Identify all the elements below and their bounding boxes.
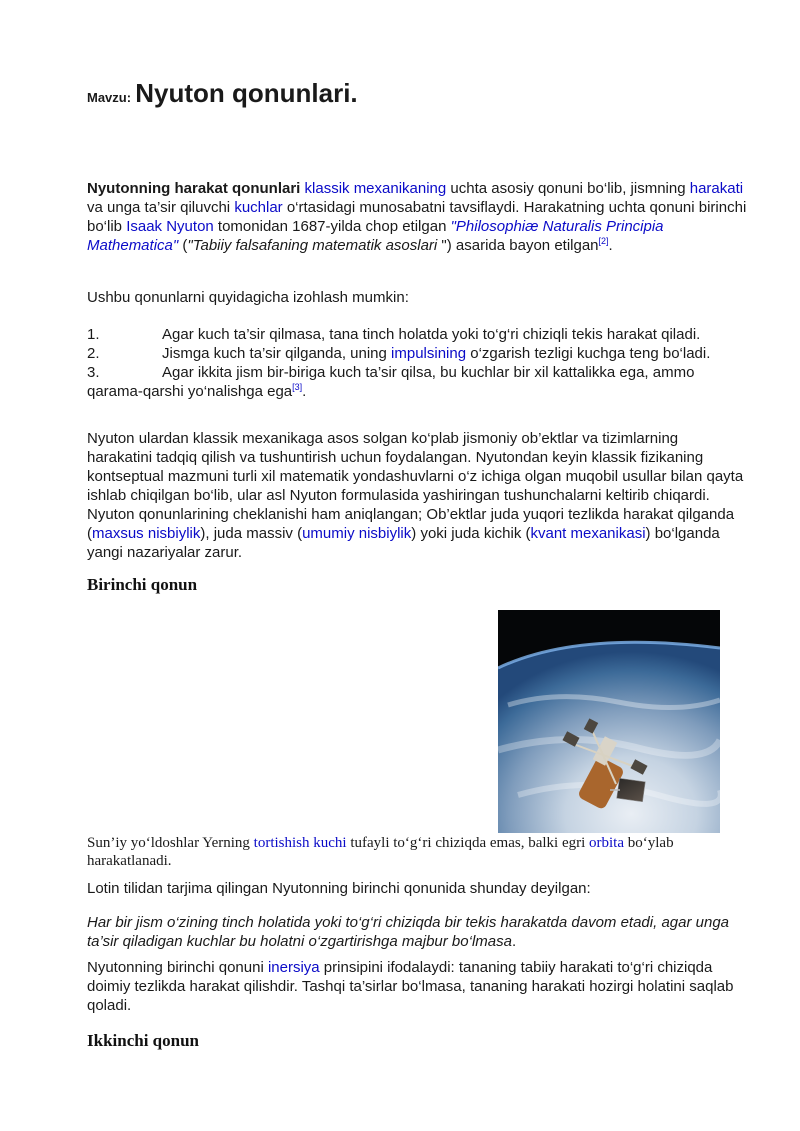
law-text-2b: o‘zgarish tezligi kuchga teng bo‘ladi.	[466, 345, 711, 362]
first-law-quote	[87, 913, 747, 951]
law-number-1: 1.	[87, 326, 100, 343]
link-klassik-mexanika[interactable]: klassik mexanikaning	[304, 180, 447, 197]
intro-text-5: (	[178, 237, 188, 254]
latin-translation-intro: Lotin tilidan tarjima qilingan Nyutonning birinchi qonunida shunday deyilgan:	[87, 880, 591, 897]
laws-list	[87, 325, 747, 401]
history-text-2: ), juda massiv (	[200, 525, 303, 542]
link-impulsining[interactable]: impulsining	[391, 345, 467, 362]
history-paragraph	[87, 429, 747, 562]
caption-text-2: tufayli to‘g‘ri chiziqda emas, balki egri	[346, 835, 590, 851]
link-inersiya[interactable]: inersiya	[267, 959, 320, 976]
link-isaak-nyuton[interactable]: Isaak Nyuton	[126, 218, 214, 235]
intro-text-3: o‘rtasidagi munosabatni tavsiflaydi. Harakatning uchta qonuni birinchi bo‘lib	[87, 199, 747, 235]
link-harakati[interactable]: harakati	[689, 180, 744, 197]
caption-text-1: Sun’iy yo‘ldoshlar Yerning	[87, 835, 254, 851]
link-tortishish-kuchi[interactable]: tortishish kuchi	[253, 835, 347, 851]
intro-text-4: tomonidan 1687-yilda chop etilgan	[213, 218, 451, 235]
topic-label: Mavzu:	[87, 90, 132, 105]
law-text-1: Agar kuch ta’sir qilmasa, tana tinch holatda yoki to‘g‘ri chiziqli tekis harakat qiladi.	[162, 326, 701, 343]
intro-text-1: uchta asosiy qonuni bo‘lib, jismning	[446, 180, 690, 197]
intro-translation: "Tabiiy falsafaning matematik asoslari	[187, 237, 438, 254]
history-text-3: ) yoki juda kichik (	[411, 525, 531, 542]
quote-end: .	[511, 933, 517, 950]
reference-2-link[interactable]: [2]	[598, 236, 609, 246]
intro-text-7: .	[608, 237, 613, 254]
link-principia[interactable]: "Philosophiæ Naturalis Principia Mathematica"	[87, 218, 664, 254]
law-number-2: 2.	[87, 345, 100, 362]
section-heading-first-law: Birinchi qonun	[87, 575, 198, 594]
law-text-3-end: .	[302, 383, 307, 400]
intro-text-2: va unga ta’sir qiluvchi	[87, 199, 235, 216]
law-text-3: Agar ikkita jism bir-biriga kuch ta’sir qilsa, bu kuchlar bir xil kattalikka ega, ammo qarama-qarshi yo‘nalishga ega	[87, 364, 695, 400]
page-title: Nyuton qonunlari.	[135, 78, 358, 108]
law-item-1	[87, 325, 747, 344]
law-text-2a: Jismga kuch ta’sir qilganda, uning	[162, 345, 392, 362]
link-kuchlar[interactable]: kuchlar	[234, 199, 283, 216]
link-orbita[interactable]: orbita	[589, 835, 625, 851]
intro-text-6: ") asarida bayon etilgan	[437, 237, 599, 254]
caption-text-3: bo‘ylab harakatlanadi.	[87, 835, 674, 869]
topic-title-row	[87, 78, 358, 108]
link-maxsus-nisbiylik[interactable]: maxsus nisbiylik	[92, 525, 201, 542]
inertia-paragraph	[87, 958, 747, 1015]
link-kvant-mexanikasi[interactable]: kvant mexanikasi	[530, 525, 646, 542]
quote-text: Har bir jism o‘zining tinch holatida yoki to‘g‘ri chiziqda bir tekis harakatda davom etadi, agar unga ta’sir qiladigan kuchlar bu holatni o‘zgartirishga majbur bo‘lmasa	[87, 914, 729, 950]
inertia-text-1: Nyutonning birinchi qonuni	[87, 959, 268, 976]
image-caption	[87, 834, 747, 870]
lead-sentence: Ushbu qonunlarni quyidagicha izohlash mumkin:	[87, 289, 409, 306]
intro-paragraph	[87, 179, 747, 255]
law-number-3: 3.	[87, 364, 100, 381]
link-umumiy-nisbiylik[interactable]: umumiy nisbiylik	[302, 525, 412, 542]
intro-bold-term: Nyutonning harakat qonunlari	[87, 180, 301, 197]
history-text-1: Nyuton ulardan klassik mexanikaga asos solgan ko‘plab jismoniy ob’ektlar va tizimlarning harakatini tadqiq qilish va tushuntirish uchun foydalangan. Nyutondan keyin klassik fizikaning kontseptual mazmuni turli xil matematik yondashuvlarni o‘z ichiga olgan muqobil usullar bilan qayta ishlab chiqilgan bo‘lib, ular asl Nyuton formulasida yashiringan tushunchalarni keltirib chiqardi. Nyuton qonunlarining cheklanishi ham aniqlangan; Ob’ektlar juda yuqori tezlikda harakat qilganda (	[87, 430, 744, 542]
law-item-2	[87, 344, 747, 363]
section-heading-second-law: Ikkinchi qonun	[87, 1031, 199, 1050]
inertia-text-2: prinsipini ifodalaydi: tananing tabiiy harakati to‘g‘ri chiziqda doimiy tezlikda harakat qilishdir. Tashqi ta’sirlar bo‘lmasa, tananing harakati hozirgi holatini saqlab qoladi.	[87, 959, 734, 1014]
history-text-4: ) bo‘lganda yangi nazariyalar zarur.	[87, 525, 720, 561]
satellite-earth-image	[498, 610, 720, 833]
law-item-3	[87, 363, 747, 401]
reference-3-link[interactable]: [3]	[292, 382, 303, 392]
